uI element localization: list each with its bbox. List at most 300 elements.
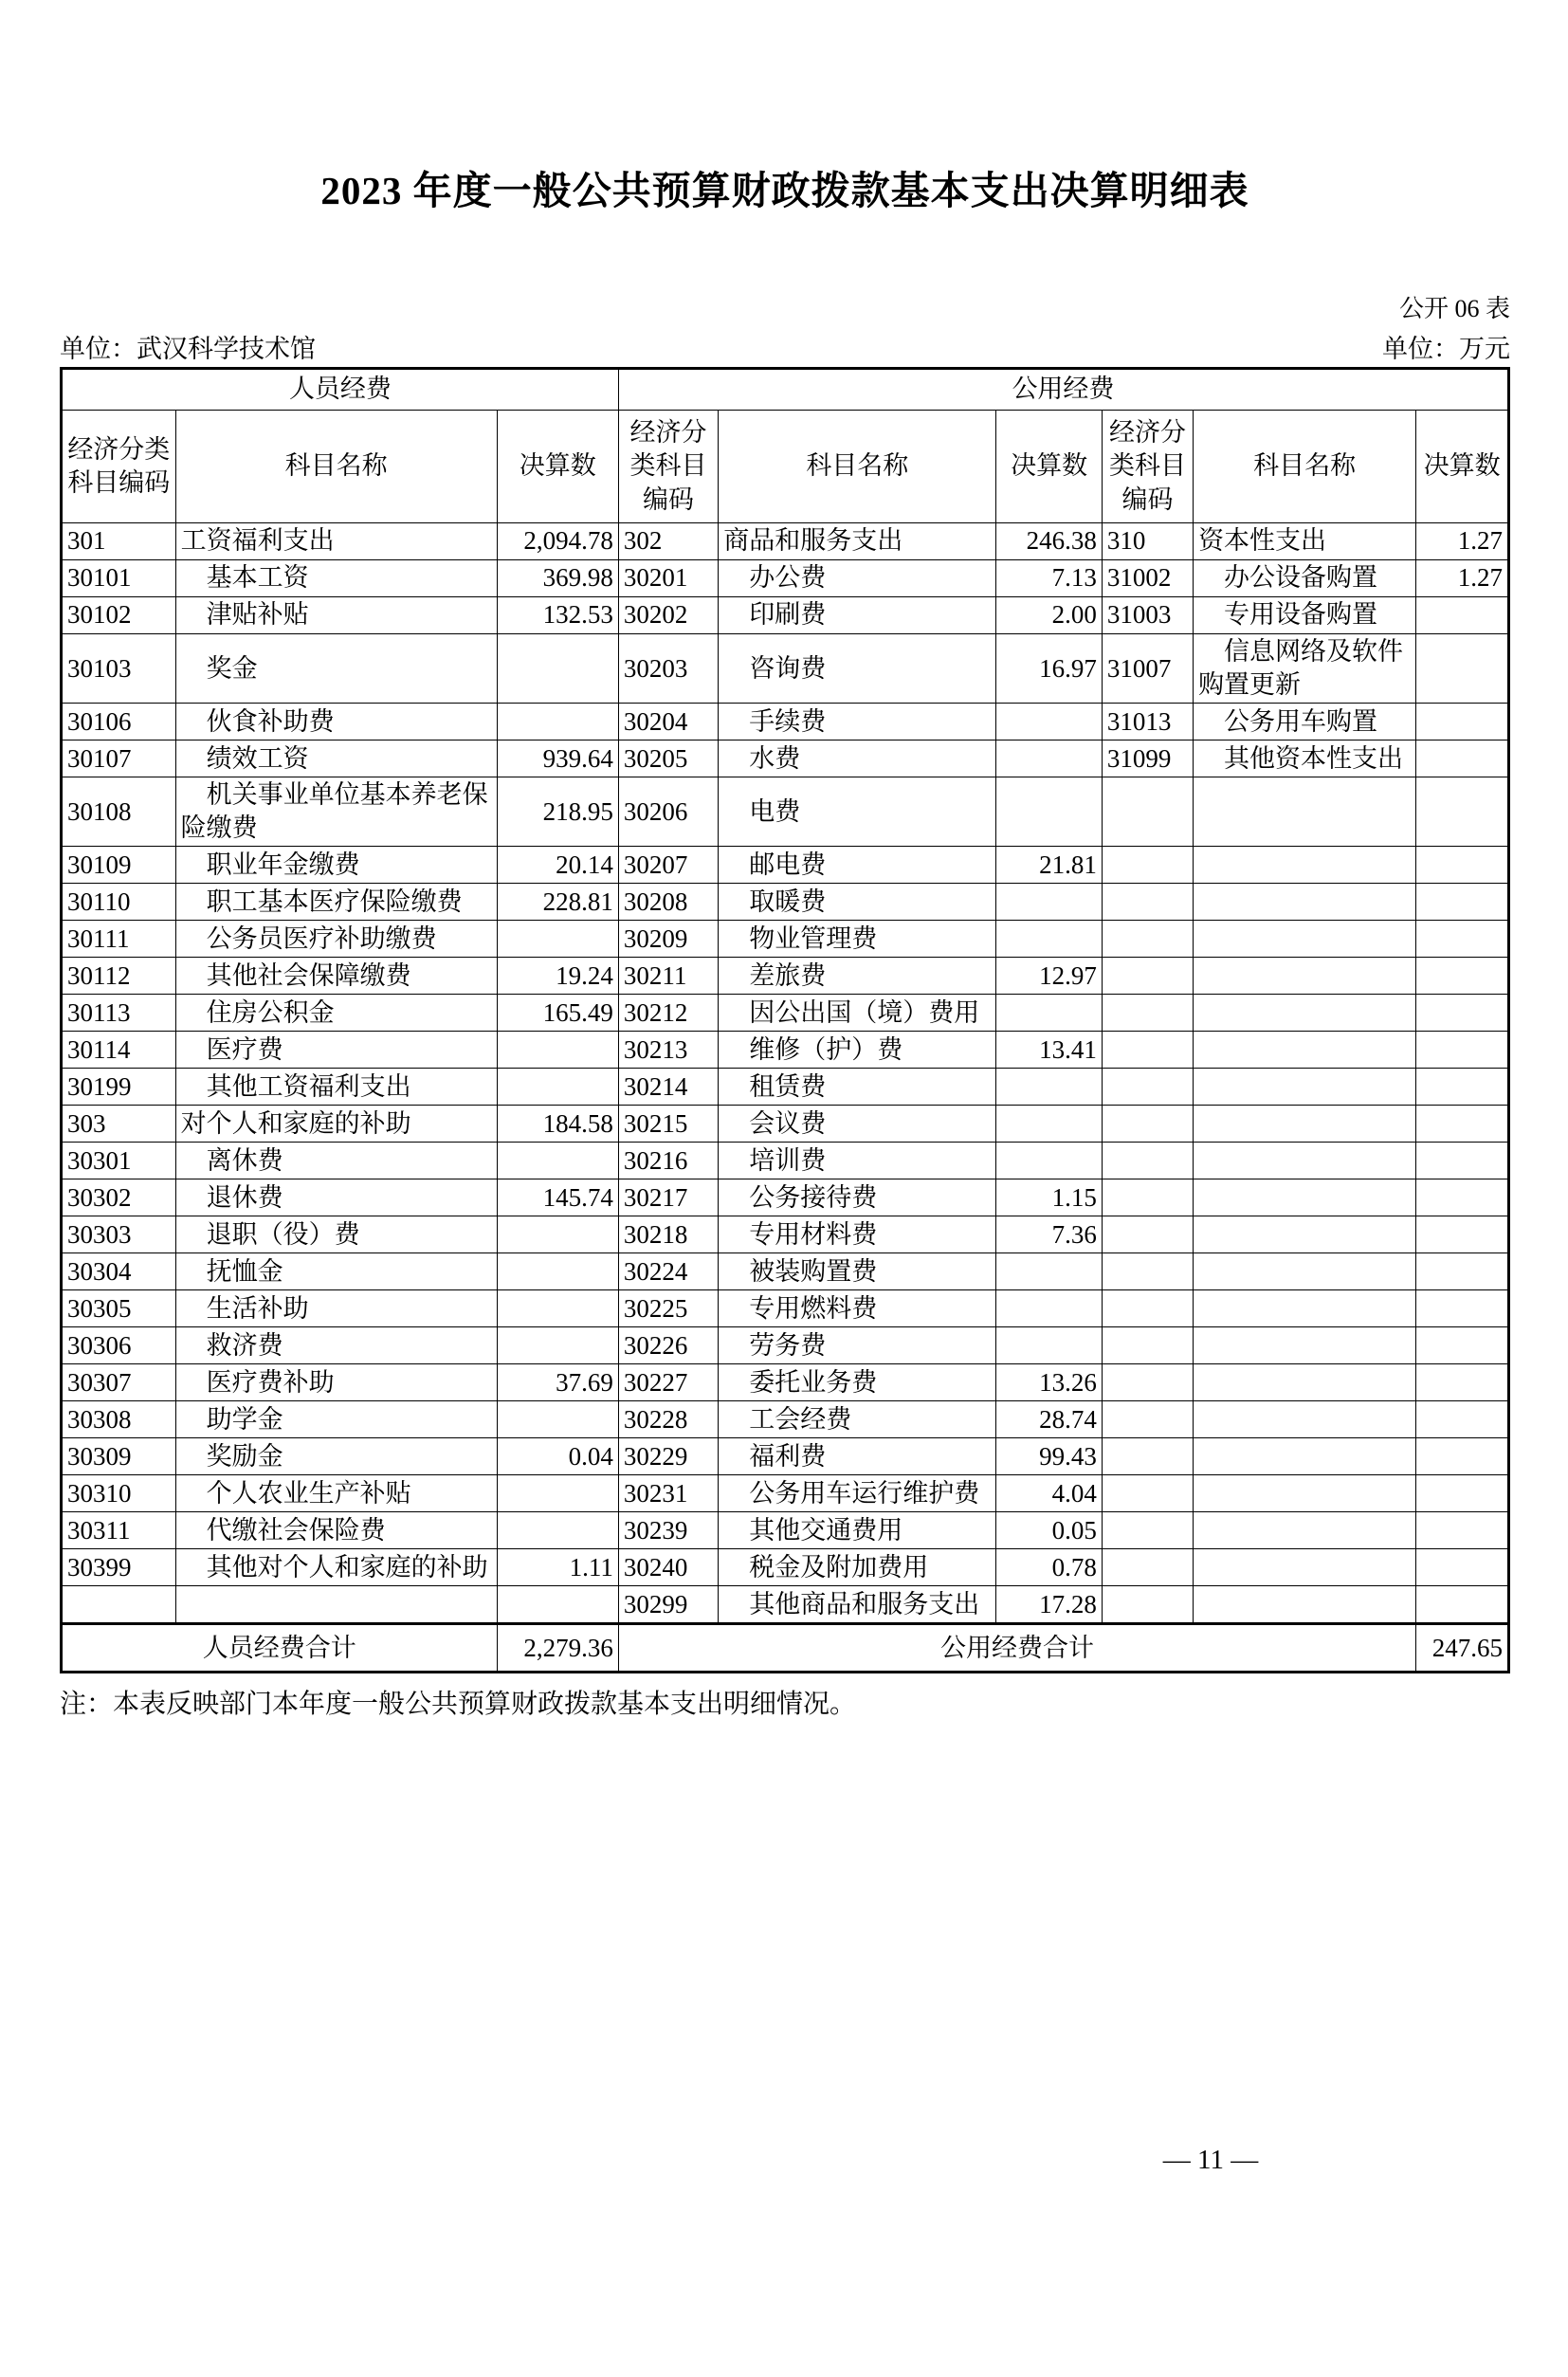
val-cell (1416, 1290, 1509, 1327)
name-cell: 抚恤金 (175, 1253, 497, 1290)
code-cell: 31007 (1102, 634, 1193, 704)
name-cell (1194, 921, 1416, 958)
code-cell: 31002 (1102, 560, 1193, 597)
table-row (62, 1069, 1509, 1106)
code-cell: 30205 (618, 741, 718, 777)
table-row (62, 1327, 1509, 1364)
val-cell: 145.74 (497, 1179, 618, 1216)
val-cell (1416, 1512, 1509, 1549)
table-row (62, 847, 1509, 884)
name-cell: 其他交通费用 (719, 1512, 996, 1549)
val-cell (996, 1327, 1102, 1364)
name-cell: 机关事业单位基本养老保险缴费 (175, 777, 497, 847)
group-header-row (62, 369, 1509, 411)
val-cell: 0.78 (996, 1549, 1102, 1586)
val-cell: 21.81 (996, 847, 1102, 884)
code-cell: 30101 (62, 560, 176, 597)
val-cell (1416, 1438, 1509, 1475)
name-cell: 手续费 (719, 704, 996, 741)
unit-name-label: 单位：武汉科学技术馆 (60, 335, 316, 363)
code-cell: 30304 (62, 1253, 176, 1290)
name-cell: 住房公积金 (175, 995, 497, 1032)
code-cell: 30111 (62, 921, 176, 958)
val-cell (1416, 995, 1509, 1032)
name-cell: 退职（役）费 (175, 1216, 497, 1253)
name-cell: 专用燃料费 (719, 1290, 996, 1327)
code-cell: 30229 (618, 1438, 718, 1475)
val-cell: 13.26 (996, 1364, 1102, 1401)
name-cell (175, 1586, 497, 1624)
name-cell: 电费 (719, 777, 996, 847)
val-cell: 0.05 (996, 1512, 1102, 1549)
val-cell (996, 1290, 1102, 1327)
name-cell (1194, 1401, 1416, 1438)
code-cell: 30240 (618, 1549, 718, 1586)
table-row (62, 1438, 1509, 1475)
val-cell (1416, 1401, 1509, 1438)
val-cell (1416, 1475, 1509, 1512)
val-cell: 37.69 (497, 1364, 618, 1401)
code-cell: 30310 (62, 1475, 176, 1512)
val-cell: 1.27 (1416, 560, 1509, 597)
name-cell: 公务员医疗补助缴费 (175, 921, 497, 958)
column-header-code: 经济分类科目编码 (1102, 411, 1193, 523)
code-cell: 31003 (1102, 597, 1193, 634)
name-cell (1194, 1475, 1416, 1512)
val-cell (497, 1586, 618, 1624)
val-cell (1416, 1032, 1509, 1069)
code-cell: 30112 (62, 958, 176, 995)
code-cell (1102, 1069, 1193, 1106)
val-cell (497, 921, 618, 958)
code-cell (1102, 1106, 1193, 1143)
val-cell (1416, 1216, 1509, 1253)
code-cell: 30303 (62, 1216, 176, 1253)
code-cell: 30108 (62, 777, 176, 847)
val-cell: 369.98 (497, 560, 618, 597)
name-cell: 商品和服务支出 (719, 523, 996, 560)
code-cell (1102, 777, 1193, 847)
table-row (62, 1106, 1509, 1143)
val-cell: 1.15 (996, 1179, 1102, 1216)
code-cell: 302 (618, 523, 718, 560)
val-cell (996, 995, 1102, 1032)
name-cell: 医疗费 (175, 1032, 497, 1069)
name-cell: 办公设备购置 (1194, 560, 1416, 597)
code-cell (62, 1586, 176, 1624)
code-cell (1102, 1438, 1193, 1475)
name-cell (1194, 1179, 1416, 1216)
val-cell (996, 921, 1102, 958)
val-cell: 7.13 (996, 560, 1102, 597)
code-cell: 30211 (618, 958, 718, 995)
code-cell (1102, 1179, 1193, 1216)
name-cell: 其他对个人和家庭的补助 (175, 1549, 497, 1586)
val-cell (1416, 1069, 1509, 1106)
name-cell (1194, 1327, 1416, 1364)
table-row (62, 921, 1509, 958)
val-cell (497, 1475, 618, 1512)
name-cell: 办公费 (719, 560, 996, 597)
column-header-value: 决算数 (497, 411, 618, 523)
code-cell: 30239 (618, 1512, 718, 1549)
val-cell (497, 1069, 618, 1106)
code-cell: 30399 (62, 1549, 176, 1586)
name-cell: 取暖费 (719, 884, 996, 921)
page-number: — 11 — (1162, 2145, 1259, 2175)
group-header-public: 公用经费 (618, 369, 1508, 411)
code-cell: 30231 (618, 1475, 718, 1512)
code-cell: 30218 (618, 1216, 718, 1253)
name-cell: 被装购置费 (719, 1253, 996, 1290)
table-row (62, 597, 1509, 634)
name-cell: 其他工资福利支出 (175, 1069, 497, 1106)
column-header-code: 经济分类科目编码 (618, 411, 718, 523)
name-cell (1194, 777, 1416, 847)
val-cell (1416, 921, 1509, 958)
budget-table (60, 367, 1510, 1673)
val-cell (1416, 1143, 1509, 1179)
val-cell: 99.43 (996, 1438, 1102, 1475)
name-cell (1194, 1438, 1416, 1475)
val-cell (1416, 1327, 1509, 1364)
name-cell (1194, 1069, 1416, 1106)
name-cell: 咨询费 (719, 634, 996, 704)
table-row (62, 560, 1509, 597)
val-cell: 4.04 (996, 1475, 1102, 1512)
val-cell: 132.53 (497, 597, 618, 634)
table-number-label: 公开 06 表 (1398, 295, 1510, 322)
name-cell: 专用设备购置 (1194, 597, 1416, 634)
name-cell: 奖励金 (175, 1438, 497, 1475)
name-cell: 个人农业生产补贴 (175, 1475, 497, 1512)
name-cell (1194, 1106, 1416, 1143)
val-cell (996, 1143, 1102, 1179)
code-cell: 30214 (618, 1069, 718, 1106)
val-cell (497, 1401, 618, 1438)
val-cell (1416, 634, 1509, 704)
name-cell: 培训费 (719, 1143, 996, 1179)
name-cell: 工资福利支出 (175, 523, 497, 560)
name-cell: 退休费 (175, 1179, 497, 1216)
code-cell: 30207 (618, 847, 718, 884)
val-cell: 184.58 (497, 1106, 618, 1143)
code-cell: 30302 (62, 1179, 176, 1216)
code-cell: 31099 (1102, 741, 1193, 777)
name-cell (1194, 1143, 1416, 1179)
name-cell: 离休费 (175, 1143, 497, 1179)
name-cell: 公务接待费 (719, 1179, 996, 1216)
name-cell: 委托业务费 (719, 1364, 996, 1401)
name-cell: 福利费 (719, 1438, 996, 1475)
code-cell: 30206 (618, 777, 718, 847)
code-cell (1102, 995, 1193, 1032)
name-cell: 救济费 (175, 1327, 497, 1364)
table-row (62, 1549, 1509, 1586)
table-row (62, 958, 1509, 995)
code-cell: 30299 (618, 1586, 718, 1624)
val-cell (497, 634, 618, 704)
code-cell: 31013 (1102, 704, 1193, 741)
code-cell: 30226 (618, 1327, 718, 1364)
val-cell: 228.81 (497, 884, 618, 921)
val-cell: 2.00 (996, 597, 1102, 634)
code-cell: 30216 (618, 1143, 718, 1179)
code-cell (1102, 1290, 1193, 1327)
code-cell: 30225 (618, 1290, 718, 1327)
budget-table-body (62, 523, 1509, 1673)
name-cell (1194, 1549, 1416, 1586)
code-cell (1102, 1143, 1193, 1179)
name-cell: 维修（护）费 (719, 1032, 996, 1069)
code-cell: 30228 (618, 1401, 718, 1438)
name-cell (1194, 1364, 1416, 1401)
code-cell (1102, 1253, 1193, 1290)
name-cell: 生活补助 (175, 1290, 497, 1327)
val-cell: 13.41 (996, 1032, 1102, 1069)
code-cell (1102, 1401, 1193, 1438)
val-cell (1416, 884, 1509, 921)
code-cell: 30113 (62, 995, 176, 1032)
val-cell (1416, 1253, 1509, 1290)
code-cell (1102, 1032, 1193, 1069)
unit-currency-label: 单位：万元 (1382, 335, 1510, 363)
table-row (62, 995, 1509, 1032)
name-cell (1194, 1290, 1416, 1327)
name-cell (1194, 847, 1416, 884)
code-cell: 30208 (618, 884, 718, 921)
val-cell (497, 704, 618, 741)
name-cell (1194, 1216, 1416, 1253)
name-cell: 职工基本医疗保险缴费 (175, 884, 497, 921)
code-cell: 303 (62, 1106, 176, 1143)
table-row (62, 1032, 1509, 1069)
code-cell (1102, 1327, 1193, 1364)
name-cell: 奖金 (175, 634, 497, 704)
table-row (62, 1143, 1509, 1179)
val-cell (497, 1512, 618, 1549)
val-cell (996, 1069, 1102, 1106)
code-cell (1102, 1512, 1193, 1549)
column-header-name: 科目名称 (1194, 411, 1416, 523)
name-cell: 会议费 (719, 1106, 996, 1143)
name-cell: 对个人和家庭的补助 (175, 1106, 497, 1143)
code-cell: 30311 (62, 1512, 176, 1549)
table-row (62, 884, 1509, 921)
column-header-row (62, 411, 1509, 523)
val-cell: 20.14 (497, 847, 618, 884)
name-cell (1194, 1586, 1416, 1624)
code-cell: 30209 (618, 921, 718, 958)
val-cell (497, 1327, 618, 1364)
val-cell (1416, 777, 1509, 847)
table-row (62, 523, 1509, 560)
name-cell (1194, 884, 1416, 921)
name-cell: 工会经费 (719, 1401, 996, 1438)
table-row (62, 741, 1509, 777)
name-cell: 医疗费补助 (175, 1364, 497, 1401)
table-row (62, 777, 1509, 847)
total-label-cell: 人员经费合计 (62, 1624, 498, 1673)
code-cell: 30102 (62, 597, 176, 634)
val-cell (1416, 741, 1509, 777)
total-value-cell: 2,279.36 (497, 1624, 618, 1673)
val-cell (497, 1290, 618, 1327)
val-cell: 1.11 (497, 1549, 618, 1586)
code-cell: 310 (1102, 523, 1193, 560)
val-cell (996, 1253, 1102, 1290)
name-cell (1194, 958, 1416, 995)
code-cell (1102, 921, 1193, 958)
code-cell: 30199 (62, 1069, 176, 1106)
name-cell: 职业年金缴费 (175, 847, 497, 884)
val-cell (497, 1032, 618, 1069)
val-cell (1416, 1549, 1509, 1586)
code-cell: 30305 (62, 1290, 176, 1327)
code-cell: 30107 (62, 741, 176, 777)
code-cell: 30308 (62, 1401, 176, 1438)
code-cell: 30307 (62, 1364, 176, 1401)
totals-row (62, 1624, 1509, 1673)
code-cell (1102, 847, 1193, 884)
code-cell: 30227 (618, 1364, 718, 1401)
code-cell: 30201 (618, 560, 718, 597)
name-cell (1194, 1253, 1416, 1290)
code-cell: 30309 (62, 1438, 176, 1475)
code-cell (1102, 884, 1193, 921)
val-cell (1416, 1586, 1509, 1624)
column-header-value: 决算数 (1416, 411, 1509, 523)
table-row (62, 1475, 1509, 1512)
code-cell: 30215 (618, 1106, 718, 1143)
name-cell: 助学金 (175, 1401, 497, 1438)
column-header-value: 决算数 (996, 411, 1102, 523)
group-header-personnel: 人员经费 (62, 369, 619, 411)
table-row (62, 1290, 1509, 1327)
name-cell: 其他社会保障缴费 (175, 958, 497, 995)
val-cell (1416, 1364, 1509, 1401)
table-row (62, 1364, 1509, 1401)
total-label-cell: 公用经费合计 (618, 1624, 1415, 1673)
table-row (62, 1401, 1509, 1438)
code-cell: 30110 (62, 884, 176, 921)
table-row (62, 634, 1509, 704)
name-cell: 物业管理费 (719, 921, 996, 958)
code-cell: 30114 (62, 1032, 176, 1069)
name-cell: 其他商品和服务支出 (719, 1586, 996, 1624)
document-page (0, 159, 1568, 1721)
name-cell: 差旅费 (719, 958, 996, 995)
table-row (62, 1179, 1509, 1216)
val-cell: 165.49 (497, 995, 618, 1032)
val-cell (996, 1106, 1102, 1143)
name-cell: 信息网络及软件购置更新 (1194, 634, 1416, 704)
val-cell: 12.97 (996, 958, 1102, 995)
code-cell: 30106 (62, 704, 176, 741)
val-cell (1416, 597, 1509, 634)
name-cell: 资本性支出 (1194, 523, 1416, 560)
val-cell: 16.97 (996, 634, 1102, 704)
name-cell: 津贴补贴 (175, 597, 497, 634)
name-cell: 租赁费 (719, 1069, 996, 1106)
code-cell: 301 (62, 523, 176, 560)
name-cell: 因公出国（境）费用 (719, 995, 996, 1032)
total-value-cell: 247.65 (1416, 1624, 1509, 1673)
code-cell: 30109 (62, 847, 176, 884)
code-cell (1102, 958, 1193, 995)
val-cell (1416, 958, 1509, 995)
val-cell (996, 704, 1102, 741)
name-cell: 代缴社会保险费 (175, 1512, 497, 1549)
code-cell: 30217 (618, 1179, 718, 1216)
val-cell (996, 884, 1102, 921)
val-cell: 218.95 (497, 777, 618, 847)
val-cell (1416, 1179, 1509, 1216)
code-cell (1102, 1586, 1193, 1624)
name-cell (1194, 995, 1416, 1032)
column-header-code: 经济分类科目编码 (62, 411, 176, 523)
val-cell (1416, 847, 1509, 884)
val-cell: 7.36 (996, 1216, 1102, 1253)
page-title: 2023 年度一般公共预算财政拨款基本支出决算明细表 (320, 169, 1249, 212)
val-cell (497, 1253, 618, 1290)
code-cell (1102, 1549, 1193, 1586)
column-header-name: 科目名称 (175, 411, 497, 523)
val-cell: 19.24 (497, 958, 618, 995)
val-cell: 0.04 (497, 1438, 618, 1475)
code-cell (1102, 1475, 1193, 1512)
code-cell: 30213 (618, 1032, 718, 1069)
name-cell: 伙食补助费 (175, 704, 497, 741)
table-row (62, 1253, 1509, 1290)
val-cell (497, 1216, 618, 1253)
name-cell: 税金及附加费用 (719, 1549, 996, 1586)
name-cell: 专用材料费 (719, 1216, 996, 1253)
val-cell: 939.64 (497, 741, 618, 777)
name-cell: 公务用车购置 (1194, 704, 1416, 741)
code-cell (1102, 1216, 1193, 1253)
val-cell: 28.74 (996, 1401, 1102, 1438)
unit-line (60, 328, 1510, 365)
val-cell (996, 741, 1102, 777)
name-cell: 水费 (719, 741, 996, 777)
table-row (62, 1216, 1509, 1253)
footnote: 注：本表反映部门本年度一般公共预算财政拨款基本支出明细情况。 (60, 1690, 857, 1720)
val-cell (497, 1143, 618, 1179)
val-cell: 246.38 (996, 523, 1102, 560)
name-cell: 基本工资 (175, 560, 497, 597)
code-cell: 30212 (618, 995, 718, 1032)
name-cell: 印刷费 (719, 597, 996, 634)
code-cell: 30202 (618, 597, 718, 634)
val-cell: 1.27 (1416, 523, 1509, 560)
name-cell: 劳务费 (719, 1327, 996, 1364)
val-cell (1416, 1106, 1509, 1143)
val-cell: 17.28 (996, 1586, 1102, 1624)
table-row (62, 704, 1509, 741)
code-cell: 30204 (618, 704, 718, 741)
name-cell (1194, 1032, 1416, 1069)
val-cell (1416, 704, 1509, 741)
name-cell: 绩效工资 (175, 741, 497, 777)
val-cell (996, 777, 1102, 847)
table-row (62, 1512, 1509, 1549)
name-cell: 公务用车运行维护费 (719, 1475, 996, 1512)
name-cell: 其他资本性支出 (1194, 741, 1416, 777)
name-cell: 邮电费 (719, 847, 996, 884)
code-cell (1102, 1364, 1193, 1401)
code-cell: 30306 (62, 1327, 176, 1364)
